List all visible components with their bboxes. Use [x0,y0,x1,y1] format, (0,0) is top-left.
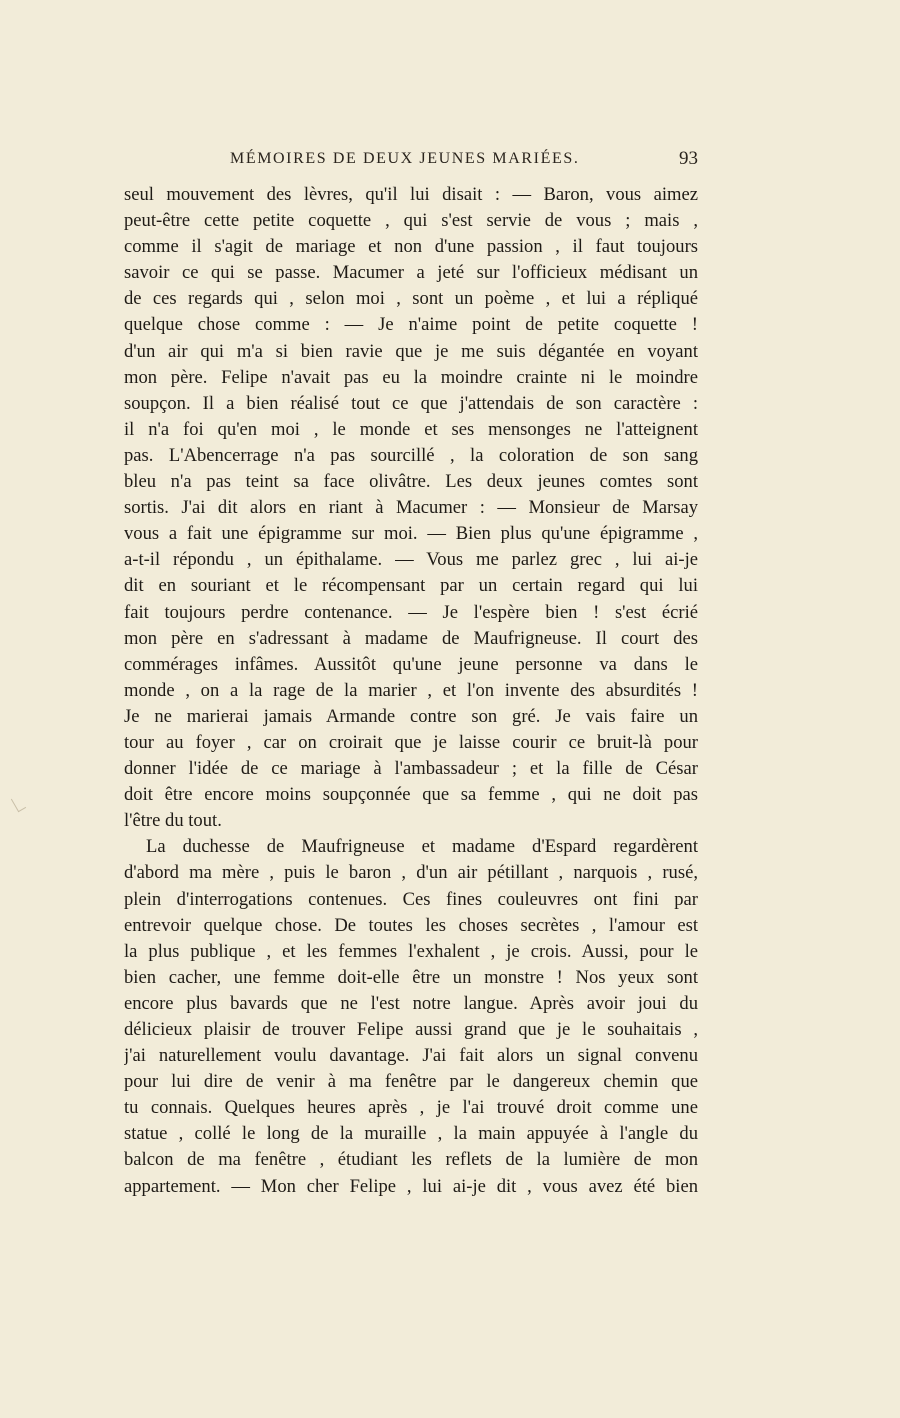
text-line: j'ai naturellement voulu davantage. J'ai fait alors un signal convenu [124,1045,698,1067]
page-number: 93 [679,148,698,169]
text-line: il n'a foi qu'en moi , le monde et ses mensonges ne l'atteignent [124,418,698,440]
text-line: dit en souriant et le récompensant par un certain regard qui lui [124,575,698,597]
text-line: comme il s'agit de mariage et non d'une passion , il faut toujours [124,236,698,258]
margin-speck [11,795,26,812]
text-line: mon père. Felipe n'avait pas eu la moindre crainte ni le moindre [124,366,698,388]
text-line: soupçon. Il a bien réalisé tout ce que j'attendais de son caractère : [124,392,698,414]
text-line: statue , collé le long de la muraille , la main appuyée à l'angle du [124,1123,698,1145]
text-line: Je ne marierai jamais Armande contre son gré. Je vais faire un [124,705,698,727]
text-line: quelque chose comme : — Je n'aime point de petite coquette ! [124,314,698,336]
text-line: a-t-il répondu , un épithalame. — Vous me parlez grec , lui ai-je [124,549,698,571]
text-line: la plus publique , et les femmes l'exhalent , je crois. Aussi, pour le [124,940,698,962]
text-line: donner l'idée de ce mariage à l'ambassadeur ; et la fille de César [124,758,698,780]
text-line: de ces regards qui , selon moi , sont un poème , et lui a répliqué [124,288,698,310]
text-line: balcon de ma fenêtre , étudiant les reflets de la lumière de mon [124,1149,698,1171]
text-line: bleu n'a pas teint sa face olivâtre. Les deux jeunes comtes sont [124,471,698,493]
text-line: d'un air qui m'a si bien ravie que je me suis dégantée en voyant [124,340,698,362]
text-line: pas. L'Abencerrage n'a pas sourcillé , la coloration de son sang [124,444,698,466]
text-line: sortis. J'ai dit alors en riant à Macumer : — Monsieur de Marsay [124,497,698,519]
text-line: peut-être cette petite coquette , qui s'est servie de vous ; mais , [124,210,698,232]
text-line: appartement. — Mon cher Felipe , lui ai-je dit , vous avez été bien [124,1175,698,1197]
text-line: d'abord ma mère , puis le baron , d'un air pétillant , narquois , rusé, [124,862,698,884]
text-line: pour lui dire de venir à ma fenêtre par le dangereux chemin que [124,1071,698,1093]
text-line: savoir ce qui se passe. Macumer a jeté sur l'officieux médisant un [124,262,698,284]
text-line: commérages infâmes. Aussitôt qu'une jeune personne va dans le [124,653,698,675]
text-line: tu connais. Quelques heures après , je l'ai trouvé droit comme une [124,1097,698,1119]
text-line: vous a fait une épigramme sur moi. — Bien plus qu'une épigramme , [124,523,698,545]
text-line: mon père en s'adressant à madame de Maufrigneuse. Il court des [124,627,698,649]
text-line: délicieux plaisir de trouver Felipe aussi grand que je le souhaitais , [124,1019,698,1040]
body-text [124,182,698,1200]
text-line: doit être encore moins soupçonnée que sa femme , qui ne doit pas [124,784,698,806]
text-line: encore plus bavards que ne l'est notre langue. Après avoir joui du [124,992,698,1014]
text-line: plein d'interrogations contenues. Ces fines couleuvres ont fini par [124,888,698,910]
text-line: tour au foyer , car on croirait que je laisse courir ce bruit-là pour [124,731,698,753]
text-line: fait toujours perdre contenance. — Je l'espère bien ! s'est écrié [124,601,698,623]
text-line-paragraph-end: l'être du tout. [124,810,222,832]
text-line: entrevoir quelque chose. De toutes les choses secrètes , l'amour est [124,914,698,936]
text-line: bien cacher, une femme doit-elle être un monstre ! Nos yeux sont [124,966,698,988]
running-title: MÉMOIRES DE DEUX JEUNES MARIÉES. [230,150,580,167]
text-line-paragraph-start: La duchesse de Maufrigneuse et madame d'Espard regardèrent [146,836,698,858]
text-line: seul mouvement des lèvres, qu'il lui disait : — Baron, vous aimez [124,184,698,205]
text-line: monde , on a la rage de la marier , et l'on invente des absurdités ! [124,679,698,701]
page-header [124,150,698,176]
